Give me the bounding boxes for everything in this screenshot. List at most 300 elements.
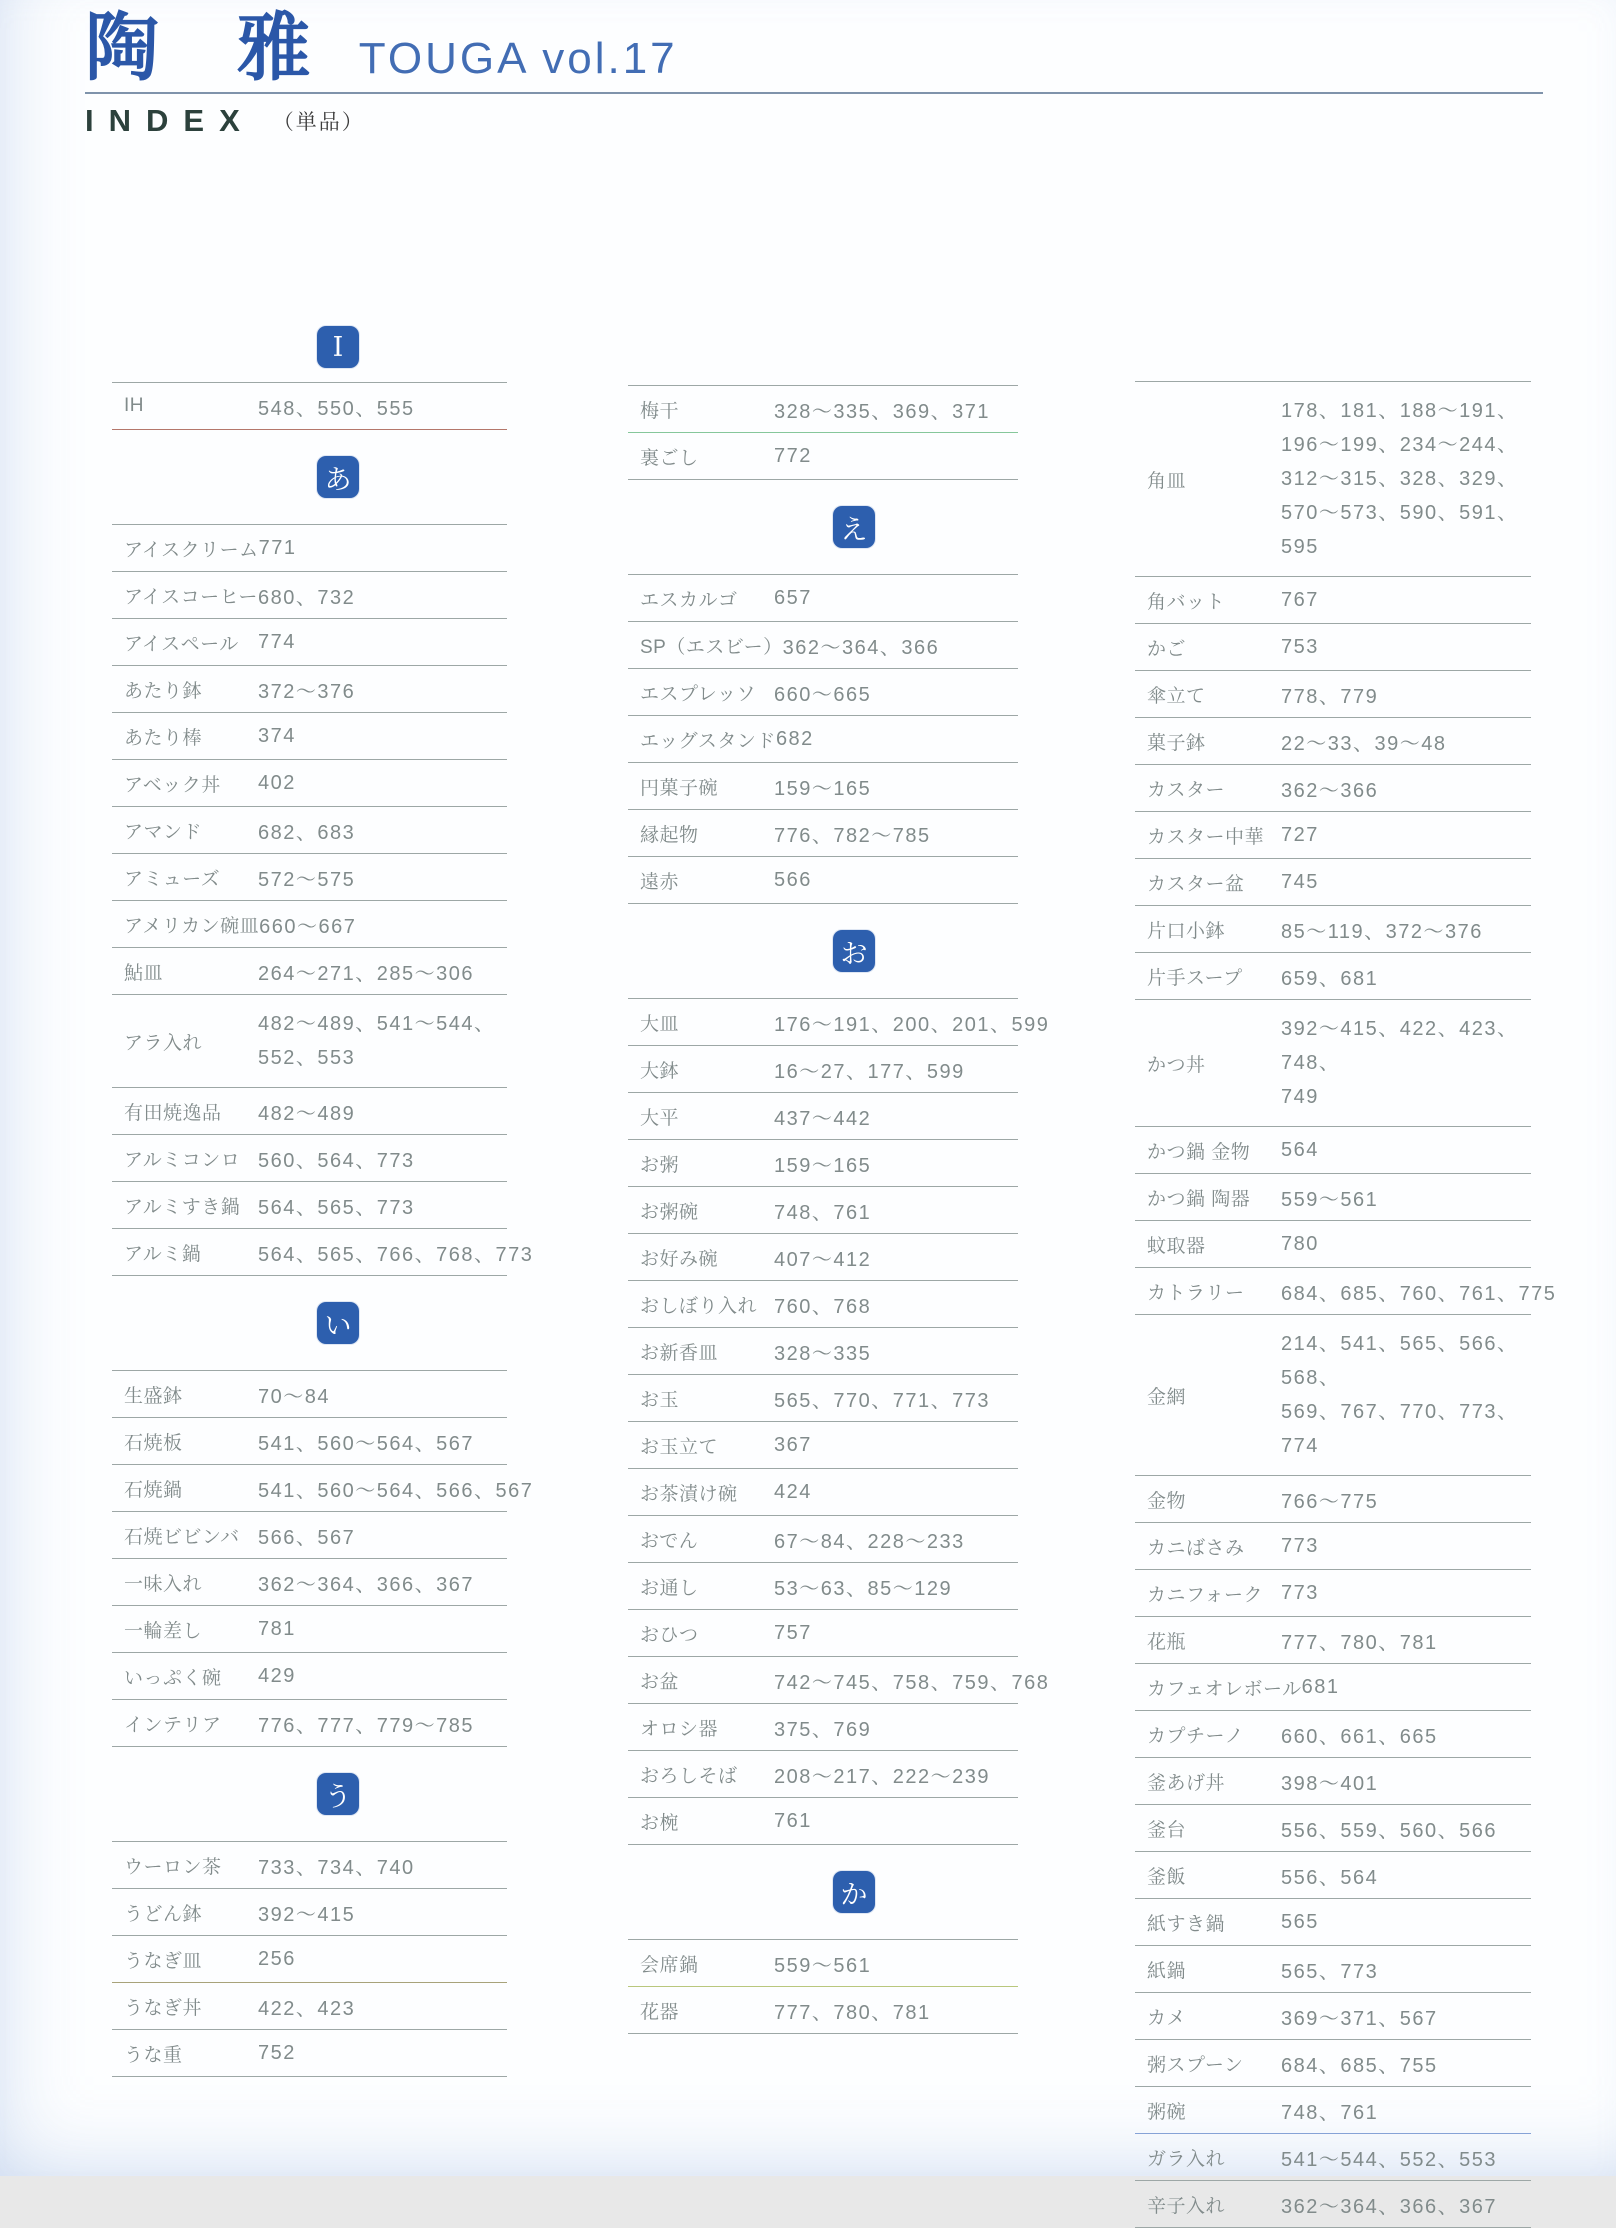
- index-rows-group: [628, 574, 1018, 904]
- index-entry-label: お玉: [640, 1389, 680, 1411]
- index-row: [112, 1559, 507, 1606]
- index-entry-pages: 766～775: [1281, 1490, 1379, 1513]
- section-badge: え: [833, 506, 875, 548]
- index-entry-label: あたり鉢: [124, 680, 203, 702]
- index-entry-label: カスター中華: [1147, 826, 1265, 848]
- section-header: [112, 1747, 507, 1841]
- index-entry-label: 粥碗: [1147, 2101, 1187, 2123]
- index-rows-group: [112, 1370, 534, 1747]
- section-badge: I: [317, 326, 359, 368]
- index-entry-pages: 482～489、541～544、 552、553: [258, 1013, 496, 1069]
- index-entry-pages: 178、181、188～191、 196～199、234～244、 312～315、328、329、 570～573、590、591、595: [1281, 400, 1519, 558]
- index-row: [1135, 2181, 1531, 2228]
- index-entry-pages: 566: [774, 868, 812, 891]
- index-entry-pages: 565、773: [1281, 1960, 1379, 1983]
- index-row: [112, 525, 507, 572]
- index-entry-label: お粥碗: [640, 1201, 699, 1223]
- index-row: [112, 619, 507, 666]
- index-entry-label: 辛子入れ: [1147, 2195, 1226, 2217]
- index-entry-label: カプチーノ: [1147, 1725, 1245, 1747]
- index-entry-label: エスプレッソ: [640, 683, 757, 705]
- index-row: [628, 1328, 1018, 1375]
- index-entry-pages: 682: [775, 727, 814, 750]
- index-row: [1135, 953, 1531, 1000]
- index-entry-label: お玉立て: [640, 1436, 719, 1458]
- index-column-2: [628, 385, 1050, 2034]
- index-entry-pages: 776、777、779～785: [258, 1714, 474, 1737]
- index-entry-pages: 564、565、773: [258, 1196, 415, 1219]
- index-entry-label: おしぼり入れ: [640, 1295, 758, 1317]
- index-row: [628, 1704, 1018, 1751]
- index-entry-pages: 771: [258, 536, 297, 559]
- index-entry-label: 石焼鍋: [124, 1479, 183, 1501]
- index-entry-label: 会席鍋: [640, 1954, 699, 1976]
- index-row: [1135, 812, 1531, 859]
- index-entry-pages: 572～575: [258, 868, 356, 891]
- index-entry-label: アイスコーヒー: [124, 586, 258, 608]
- index-entry-pages: 753: [1281, 635, 1319, 658]
- index-row: [628, 622, 1018, 669]
- index-row: [628, 1281, 1018, 1328]
- index-entry-pages: 559～561: [1281, 1188, 1379, 1211]
- index-row: [1135, 1899, 1531, 1946]
- index-row: [628, 716, 1018, 763]
- index-entry-label: 裏ごし: [640, 447, 699, 469]
- index-row: [1135, 1852, 1531, 1899]
- index-title: INDEX: [85, 102, 255, 138]
- index-row: [112, 1465, 534, 1512]
- index-entry-pages: 176～191、200、201、599: [774, 1013, 1050, 1036]
- index-entry-pages: 362～364、366、367: [1281, 2195, 1497, 2218]
- index-row: [112, 1512, 507, 1559]
- index-entry-pages: 398～401: [1281, 1772, 1379, 1795]
- index-entry-pages: 372～376: [258, 680, 356, 703]
- index-entry-pages: 773: [1281, 1534, 1319, 1557]
- section-header: [628, 904, 1018, 998]
- index-entry-pages: 362～364、366: [782, 636, 940, 659]
- index-row: [112, 901, 507, 948]
- index-entry-pages: 369～371、567: [1281, 2007, 1438, 2030]
- index-entry-label: 釜台: [1147, 1819, 1187, 1841]
- index-row: [112, 1936, 507, 1983]
- index-entry-pages: 660～665: [774, 683, 872, 706]
- index-row: [112, 1229, 534, 1276]
- index-entry-pages: 774: [258, 630, 296, 653]
- index-row: [112, 1135, 507, 1182]
- index-entry-label: お新香皿: [640, 1342, 719, 1364]
- index-row: [112, 572, 507, 619]
- index-row: [1135, 1570, 1531, 1617]
- index-entry-pages: 772: [774, 444, 812, 467]
- index-rows-group: [628, 385, 1018, 480]
- index-entry-pages: 422、423: [258, 1997, 356, 2020]
- index-entry-pages: 757: [774, 1621, 812, 1644]
- index-entry-label: アラ入れ: [124, 1032, 203, 1054]
- index-rows-group: [112, 382, 507, 430]
- section-header: [112, 1276, 507, 1370]
- index-entry-label: 大鉢: [640, 1060, 680, 1082]
- index-entry-pages: 745: [1281, 870, 1319, 893]
- index-entry-pages: 328～335: [774, 1342, 872, 1365]
- index-row: [628, 1093, 1018, 1140]
- index-entry-label: お茶漬け碗: [640, 1483, 738, 1505]
- section-header: [112, 430, 507, 524]
- index-entry-label: 片口小鉢: [1147, 920, 1226, 942]
- index-entry-pages: 564: [1281, 1138, 1319, 1161]
- index-entry-label: お椀: [640, 1812, 680, 1834]
- index-entry-pages: 773: [1281, 1581, 1319, 1604]
- index-row: [1135, 1221, 1531, 1268]
- index-entry-label: アベック丼: [124, 774, 221, 796]
- index-row: [112, 2030, 507, 2077]
- index-entry-label: 鮎皿: [124, 962, 164, 984]
- index-entry-pages: 684、685、760、761、775: [1281, 1282, 1557, 1305]
- index-row: [1135, 671, 1531, 718]
- index-entry-label: IH: [124, 395, 144, 416]
- index-entry-label: カニばさみ: [1147, 1537, 1245, 1559]
- index-entry-label: かつ鍋 金物: [1147, 1141, 1251, 1163]
- index-row: [628, 857, 1018, 904]
- index-entry-label: カニフォーク: [1147, 1584, 1264, 1606]
- index-row: [628, 1610, 1018, 1657]
- index-entry-label: カスター盆: [1147, 873, 1245, 895]
- index-row: [1135, 1664, 1531, 1711]
- index-entry-label: エスカルゴ: [640, 589, 738, 611]
- index-entry-label: 梅干: [640, 400, 680, 422]
- index-entry-pages: 565: [1281, 1910, 1319, 1933]
- index-entry-pages: 727: [1281, 823, 1319, 846]
- index-entry-label: アミューズ: [124, 868, 221, 890]
- index-entry-pages: 780: [1281, 1232, 1319, 1255]
- index-row: [628, 1234, 1018, 1281]
- index-row: [1135, 1127, 1531, 1174]
- index-entry-pages: 560、564、773: [258, 1149, 415, 1172]
- index-entry-pages: 16～27、177、599: [774, 1060, 965, 1083]
- index-entry-label: アイスペール: [124, 633, 239, 655]
- index-row: [628, 1798, 1018, 1845]
- index-rows-group: [1135, 381, 1557, 2228]
- index-entry-label: うどん鉢: [124, 1903, 203, 1925]
- index-row: [628, 763, 1018, 810]
- index-row: [1135, 1993, 1531, 2040]
- index-entry-label: インテリア: [124, 1714, 222, 1736]
- index-entry-label: いっぷく碗: [124, 1667, 222, 1689]
- index-entry-label: あたり棒: [124, 727, 203, 749]
- index-rows-group: [112, 1841, 507, 2077]
- index-entry-pages: 748、761: [774, 1201, 872, 1224]
- index-entry-label: 片手スープ: [1147, 967, 1243, 989]
- index-entry-pages: 556、564: [1281, 1866, 1379, 1889]
- index-row: [112, 1700, 507, 1747]
- index-entry-label: お好み碗: [640, 1248, 719, 1270]
- index-entry-pages: 767: [1281, 588, 1319, 611]
- index-entry-pages: 392～415、422、423、748、 749: [1281, 1018, 1519, 1108]
- index-row: [628, 575, 1018, 622]
- index-row: [112, 666, 507, 713]
- section-header: [112, 312, 507, 382]
- index-entry-label: 有田焼逸品: [124, 1102, 222, 1124]
- index-entry-pages: 777、780、781: [1281, 1631, 1438, 1654]
- index-row: [628, 433, 1018, 480]
- index-entry-pages: 362～364、366、367: [258, 1573, 474, 1596]
- index-row: [1135, 1805, 1531, 1852]
- index-row: [1135, 1174, 1531, 1221]
- index-row: [1135, 2134, 1531, 2181]
- index-entry-label: おろしそば: [640, 1765, 738, 1787]
- index-row: [628, 1563, 1018, 1610]
- index-entry-pages: 742～745、758、759、768: [774, 1671, 1050, 1694]
- index-entry-label: アマンド: [124, 821, 203, 843]
- index-row: [628, 999, 1050, 1046]
- index-entry-label: かつ丼: [1147, 1054, 1206, 1076]
- index-entry-pages: 776、782～785: [774, 824, 931, 847]
- index-entry-label: 金網: [1147, 1386, 1187, 1408]
- index-row: [1135, 577, 1531, 624]
- section-badge: か: [833, 1871, 875, 1913]
- index-row: [112, 1182, 507, 1229]
- index-row: [628, 386, 1018, 433]
- index-row: [112, 948, 507, 995]
- index-entry-pages: 256: [258, 1947, 296, 1970]
- index-entry-label: 遠赤: [640, 871, 680, 893]
- index-entry-pages: 482～489: [258, 1102, 356, 1125]
- brand-logo-roman: TOUGA vol.17: [358, 34, 678, 83]
- index-entry-pages: 565、770、771、773: [774, 1389, 990, 1412]
- index-entry-label: うな重: [124, 2044, 183, 2066]
- index-entry-label: アルミすき鍋: [124, 1196, 241, 1218]
- index-row: [112, 760, 507, 807]
- header-rule: [85, 92, 1543, 94]
- index-entry-pages: 437～442: [774, 1107, 872, 1130]
- index-entry-pages: 777、780、781: [774, 2001, 931, 2024]
- index-row: [1135, 1476, 1531, 1523]
- index-entry-label: 菓子鉢: [1147, 732, 1206, 754]
- index-entry-pages: 85～119、372～376: [1281, 920, 1483, 943]
- index-entry-pages: 392～415: [258, 1903, 356, 1926]
- index-row: [1135, 1523, 1531, 1570]
- index-row: [628, 1187, 1018, 1234]
- index-row: [628, 1422, 1018, 1469]
- index-column-3: [1135, 381, 1557, 2228]
- index-row: [1135, 859, 1531, 906]
- index-entry-pages: 681: [1301, 1675, 1340, 1698]
- index-entry-pages: 22～33、39～48: [1281, 732, 1447, 755]
- index-entry-pages: 375、769: [774, 1718, 872, 1741]
- index-entry-label: かご: [1147, 638, 1187, 660]
- index-entry-pages: 362～366: [1281, 779, 1379, 802]
- index-entry-label: かつ鍋 陶器: [1147, 1188, 1251, 1210]
- index-row: [112, 1371, 507, 1418]
- index-entry-label: 石焼ビビンバ: [124, 1526, 240, 1548]
- index-entry-pages: 733、734、740: [258, 1856, 415, 1879]
- index-entry-pages: 566、567: [258, 1526, 356, 1549]
- index-entry-pages: 402: [258, 771, 296, 794]
- section-header: [628, 480, 1018, 574]
- index-entry-label: 粥スプーン: [1147, 2054, 1244, 2076]
- index-row: [112, 383, 507, 430]
- index-entry-pages: 541～544、552、553: [1281, 2148, 1497, 2171]
- index-entry-label: カメ: [1147, 2007, 1187, 2029]
- index-entry-label: 大平: [640, 1107, 680, 1129]
- index-entry-label: 釜飯: [1147, 1866, 1187, 1888]
- index-row: [1135, 2040, 1531, 2087]
- index-entry-label: 紙鍋: [1147, 1960, 1187, 1982]
- index-entry-label: 花器: [640, 2001, 680, 2023]
- index-entry-pages: 660、661、665: [1281, 1725, 1438, 1748]
- index-entry-label: 花瓶: [1147, 1631, 1187, 1653]
- index-row: [1135, 906, 1531, 953]
- section-badge: い: [317, 1302, 359, 1344]
- page-header: [85, 5, 1543, 139]
- index-entry-label: アルミコンロ: [124, 1149, 241, 1171]
- index-entry-label: うなぎ皿: [124, 1950, 203, 1972]
- index-row: [112, 854, 507, 901]
- index-entry-pages: 159～165: [774, 777, 872, 800]
- index-entry-label: 縁起物: [640, 824, 699, 846]
- index-entry-pages: 70～84: [258, 1385, 330, 1408]
- index-row: [1135, 1758, 1531, 1805]
- index-entry-label: アルミ鍋: [124, 1243, 202, 1265]
- index-row: [628, 1469, 1018, 1516]
- index-entry-label: ガラ入れ: [1147, 2148, 1226, 2170]
- index-entry-pages: 53～63、85～129: [774, 1577, 953, 1600]
- index-entry-pages: 548、550、555: [258, 397, 415, 420]
- index-rows-group: [628, 1939, 1018, 2034]
- index-title-row: [85, 103, 1543, 139]
- index-entry-label: カフェオレボール: [1147, 1678, 1302, 1700]
- index-row: [1135, 1268, 1557, 1315]
- index-entry-label: 角バット: [1147, 591, 1226, 613]
- index-entry-label: 一味入れ: [124, 1573, 203, 1595]
- index-entry-label: おでん: [640, 1530, 699, 1552]
- index-entry-pages: 659、681: [1281, 967, 1379, 990]
- index-row: [112, 1653, 507, 1700]
- index-entry-pages: 682、683: [258, 821, 356, 844]
- index-entry-label: お粥: [640, 1154, 680, 1176]
- index-row: [1135, 1617, 1531, 1664]
- index-row: [112, 713, 507, 760]
- index-entry-pages: 214、541、565、566、568、 569、767、770、773、774: [1281, 1333, 1519, 1457]
- index-entry-pages: 748、761: [1281, 2101, 1379, 2124]
- index-row: [1135, 1315, 1531, 1476]
- index-entry-label: 角皿: [1147, 470, 1187, 492]
- index-entry-label: 金物: [1147, 1490, 1187, 1512]
- index-row: [628, 1046, 1018, 1093]
- index-entry-label: 円菓子碗: [640, 777, 719, 799]
- index-entry-pages: 407～412: [774, 1248, 872, 1271]
- index-row: [1135, 718, 1531, 765]
- index-row: [628, 810, 1018, 857]
- index-entry-pages: 374: [258, 724, 296, 747]
- index-row: [628, 1940, 1018, 1987]
- index-entry-pages: 424: [774, 1480, 812, 1503]
- section-badge: お: [833, 930, 875, 972]
- index-entry-label: エッグスタンド: [640, 730, 776, 752]
- index-entry-pages: 541、560～564、566、567: [258, 1479, 534, 1502]
- index-entry-label: お盆: [640, 1671, 680, 1693]
- index-entry-label: 傘立て: [1147, 685, 1206, 707]
- index-subtitle: （単品）: [272, 110, 365, 134]
- index-row: [628, 1140, 1018, 1187]
- index-row: [1135, 624, 1531, 671]
- index-row: [1135, 1000, 1531, 1127]
- index-entry-label: 蚊取器: [1147, 1235, 1206, 1257]
- index-row: [628, 1987, 1018, 2034]
- index-entry-pages: 328～335、369、371: [774, 400, 990, 423]
- index-row: [628, 1751, 1018, 1798]
- index-entry-pages: 559～561: [774, 1954, 872, 1977]
- index-entry-label: 一輪差し: [124, 1620, 203, 1642]
- brand-logo-kanji: 陶 雅: [85, 5, 337, 91]
- index-entry-pages: 541、560～564、567: [258, 1432, 474, 1455]
- index-row: [1135, 1946, 1531, 1993]
- index-entry-pages: 657: [774, 586, 812, 609]
- index-entry-pages: 752: [258, 2041, 296, 2064]
- index-entry-pages: 556、559、560、566: [1281, 1819, 1497, 1842]
- index-rows-group: [112, 524, 534, 1276]
- index-entry-label: 大皿: [640, 1013, 680, 1035]
- index-entry-label: オロシ器: [640, 1718, 719, 1740]
- index-entry-pages: 680、732: [258, 586, 356, 609]
- index-row: [112, 1983, 507, 2030]
- index-entry-pages: 778、779: [1281, 685, 1379, 708]
- index-entry-label: アメリカン碗皿: [124, 915, 260, 937]
- index-row: [112, 1889, 507, 1936]
- index-row: [112, 995, 507, 1088]
- section-header: [628, 1845, 1018, 1939]
- index-entry-pages: 564、565、766、768、773: [258, 1243, 534, 1266]
- index-row: [628, 669, 1018, 716]
- index-entry-label: カスター: [1147, 779, 1226, 801]
- index-entry-label: SP（エスビー）: [640, 636, 783, 658]
- index-row: [112, 1842, 507, 1889]
- index-entry-label: うなぎ丼: [124, 1997, 203, 2019]
- index-entry-pages: 159～165: [774, 1154, 872, 1177]
- brand-row: [85, 5, 1543, 91]
- index-entry-label: カトラリー: [1147, 1282, 1245, 1304]
- index-entry-pages: 208～217、222～239: [774, 1765, 990, 1788]
- index-row: [628, 1657, 1050, 1704]
- section-badge: う: [317, 1773, 359, 1815]
- index-entry-pages: 761: [774, 1809, 812, 1832]
- index-entry-label: 生盛鉢: [124, 1385, 183, 1407]
- index-entry-label: 釜あげ丼: [1147, 1772, 1226, 1794]
- index-entry-label: お通し: [640, 1577, 699, 1599]
- index-row: [112, 1418, 507, 1465]
- index-entry-pages: 760、768: [774, 1295, 872, 1318]
- index-entry-pages: 264～271、285～306: [258, 962, 474, 985]
- index-row: [1135, 2087, 1531, 2134]
- index-entry-label: アイスクリーム: [124, 539, 259, 561]
- index-row: [112, 807, 507, 854]
- index-entry-label: 紙すき鍋: [1147, 1913, 1226, 1935]
- index-row: [628, 1375, 1018, 1422]
- index-entry-pages: 781: [258, 1617, 296, 1640]
- index-rows-group: [628, 998, 1050, 1845]
- index-entry-label: おひつ: [640, 1624, 699, 1646]
- index-entry-pages: 67～84、228～233: [774, 1530, 965, 1553]
- index-row: [1135, 1711, 1531, 1758]
- index-row: [112, 1606, 507, 1653]
- index-entry-pages: 367: [774, 1433, 812, 1456]
- index-entry-label: ウーロン茶: [124, 1856, 222, 1878]
- index-entry-pages: 429: [258, 1664, 296, 1687]
- index-entry-pages: 660～667: [259, 915, 357, 938]
- index-row: [1135, 765, 1531, 812]
- index-row: [112, 1088, 507, 1135]
- index-row: [628, 1516, 1018, 1563]
- index-row: [1135, 382, 1531, 577]
